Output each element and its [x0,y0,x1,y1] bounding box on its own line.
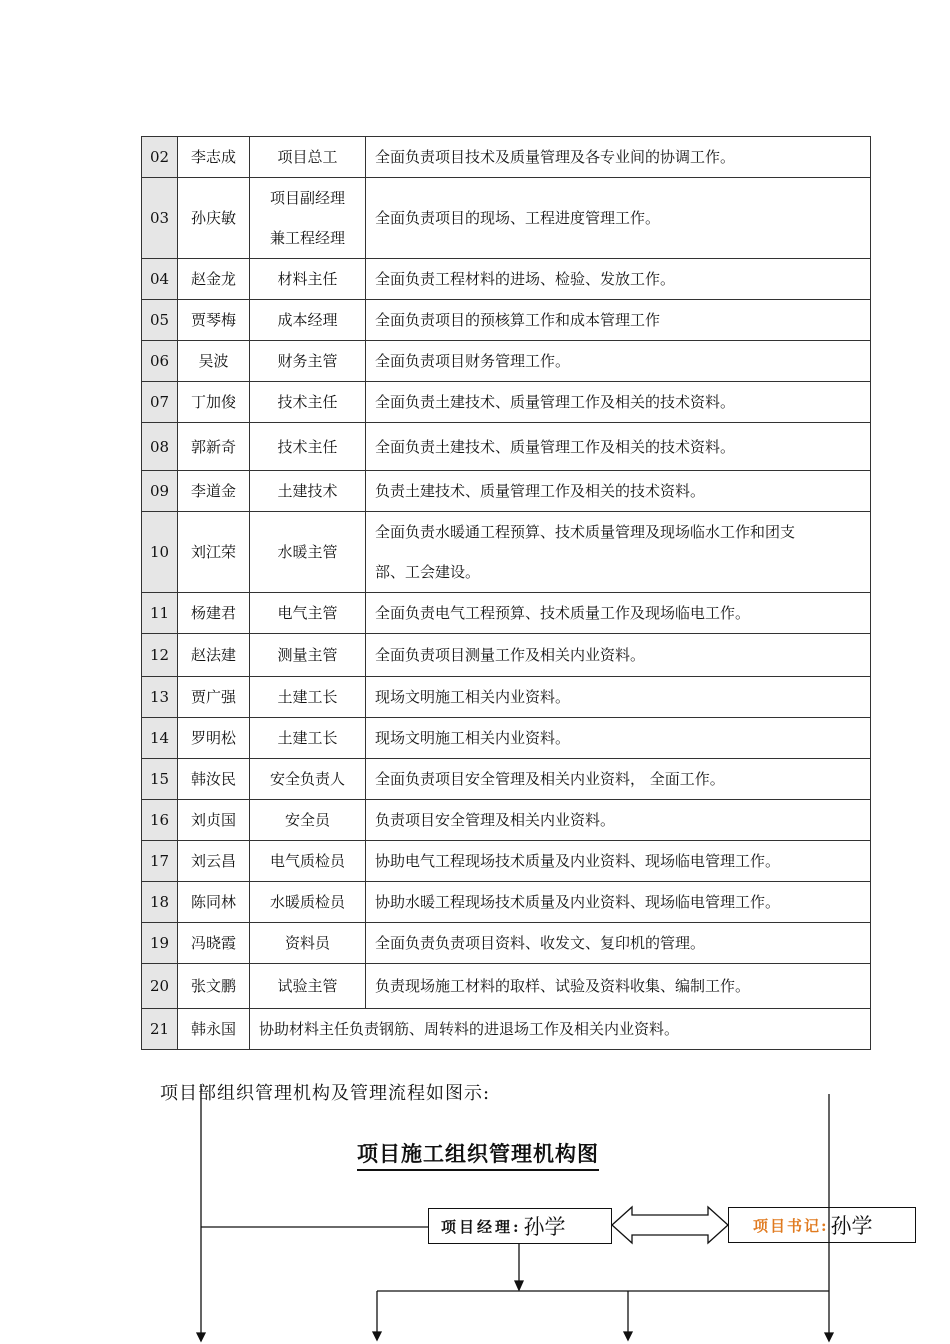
row-number: 17 [142,841,178,882]
staff-duty: 全面负责电气工程预算、技术质量工作及现场临电工作。 [366,593,871,634]
staff-name: 陈同林 [178,882,250,923]
staff-role: 技术主任 [250,423,366,471]
staff-role: 电气质检员 [250,841,366,882]
staff-role: 水暖质检员 [250,882,366,923]
staff-role: 安全负责人 [250,759,366,800]
staff-name: 刘云昌 [178,841,250,882]
staff-name: 韩汝民 [178,759,250,800]
project-secretary-name: 孙学 [830,1214,873,1238]
row-number: 19 [142,923,178,964]
staff-duty-line: 全面负责水暖通工程预算、技术质量管理及现场临水工作和团支 [375,523,796,541]
staff-duty: 全面负责项目的预核算工作和成本管理工作 [366,300,871,341]
staff-duty: 全面负责土建技术、质量管理工作及相关的技术资料。 [366,382,871,423]
project-manager-name: 孙学 [523,1215,566,1239]
staff-name: 罗明松 [178,718,250,759]
row-number: 04 [142,259,178,300]
staff-role-line: 项目副经理 [269,189,345,207]
project-manager-box [428,1208,612,1244]
staff-name: 赵金龙 [178,259,250,300]
row-number: 11 [142,593,178,634]
staff-role: 水暖主管 [250,512,366,593]
staff-duty: 负责现场施工材料的取样、试验及资料收集、编制工作。 [366,964,871,1009]
staff-name: 韩永国 [178,1009,250,1050]
row-number: 21 [142,1009,178,1050]
staff-role: 测量主管 [250,634,366,677]
staff-role-line: 兼工程经理 [269,229,345,247]
staff-role: 技术主任 [250,382,366,423]
staff-name: 吴波 [178,341,250,382]
staff-duty: 全面负责项目财务管理工作。 [366,341,871,382]
staff-name: 贾广强 [178,677,250,718]
staff-duty: 全面负责土建技术、质量管理工作及相关的技术资料。 [366,423,871,471]
row-number: 03 [142,178,178,259]
staff-role: 安全员 [250,800,366,841]
staff-duty: 全面负责项目技术及质量管理及各专业间的协调工作。 [366,137,871,178]
staff-role: 土建技术 [250,471,366,512]
row-number: 06 [142,341,178,382]
row-number: 14 [142,718,178,759]
org-chart-intro: 项目部组织管理机构及管理流程如图示: [160,1083,491,1104]
staff-name: 郭新奇 [178,423,250,471]
org-chart-title: 项目施工组织管理机构图 [357,1138,599,1171]
staff-role: 财务主管 [250,341,366,382]
staff-name: 赵法建 [178,634,250,677]
staff-role: 成本经理 [250,300,366,341]
staff-name: 刘江荣 [178,512,250,593]
row-number: 12 [142,634,178,677]
staff-name: 丁加俊 [178,382,250,423]
row-number: 05 [142,300,178,341]
double-arrow-icon [612,1207,728,1243]
staff-name: 张文鹏 [178,964,250,1009]
staff-duty: 全面负责工程材料的进场、检验、发放工作。 [366,259,871,300]
staff-duty: 协助水暖工程现场技术质量及内业资料、现场临电管理工作。 [366,882,871,923]
staff-name: 杨建君 [178,593,250,634]
staff-duty: 全面负责负责项目资料、收发文、复印机的管理。 [366,923,871,964]
row-number: 13 [142,677,178,718]
row-number: 20 [142,964,178,1009]
staff-name: 李道金 [178,471,250,512]
staff-duty: 全面负责项目安全管理及相关内业资料， 全面工作。 [366,759,871,800]
staff-role: 试验主管 [250,964,366,1009]
staff-name: 刘贞国 [178,800,250,841]
staff-duty: 负责土建技术、质量管理工作及相关的技术资料。 [366,471,871,512]
row-number: 16 [142,800,178,841]
staff-duty: 协助电气工程现场技术质量及内业资料、现场临电管理工作。 [366,841,871,882]
staff-duty: 负责项目安全管理及相关内业资料。 [366,800,871,841]
staff-name: 贾琴梅 [178,300,250,341]
staff-name: 孙庆敏 [178,178,250,259]
arrow-down-icon [624,1332,632,1340]
arrow-down-icon [515,1281,523,1290]
staff-role: 项目总工 [250,137,366,178]
staff-role: 土建工长 [250,677,366,718]
staff-role: 土建工长 [250,718,366,759]
staff-duty-line: 部、工会建设。 [375,563,481,581]
arrow-down-icon [825,1333,833,1341]
staff-duty: 全面负责项目测量工作及相关内业资料。 [366,634,871,677]
project-secretary-label: 项目书记: [753,1216,829,1235]
staff-name: 李志成 [178,137,250,178]
staff-duty: 现场文明施工相关内业资料。 [366,677,871,718]
arrow-down-icon [373,1332,381,1340]
staff-duty: 现场文明施工相关内业资料。 [366,718,871,759]
staff-role: 材料主任 [250,259,366,300]
row-number: 18 [142,882,178,923]
row-number: 08 [142,423,178,471]
row-number: 02 [142,137,178,178]
project-secretary-box [728,1207,916,1243]
staff-duty: 全面负责项目的现场、工程进度管理工作。 [366,178,871,259]
row-number: 15 [142,759,178,800]
staff-duty: 协助材料主任负责钢筋、周转料的进退场工作及相关内业资料。 [250,1009,871,1050]
row-number: 10 [142,512,178,593]
project-manager-label: 项目经理: [441,1217,522,1236]
staff-role: 资料员 [250,923,366,964]
staff-role: 电气主管 [250,593,366,634]
row-number: 07 [142,382,178,423]
arrow-down-icon [197,1333,205,1341]
row-number: 09 [142,471,178,512]
staff-name: 冯晓霞 [178,923,250,964]
